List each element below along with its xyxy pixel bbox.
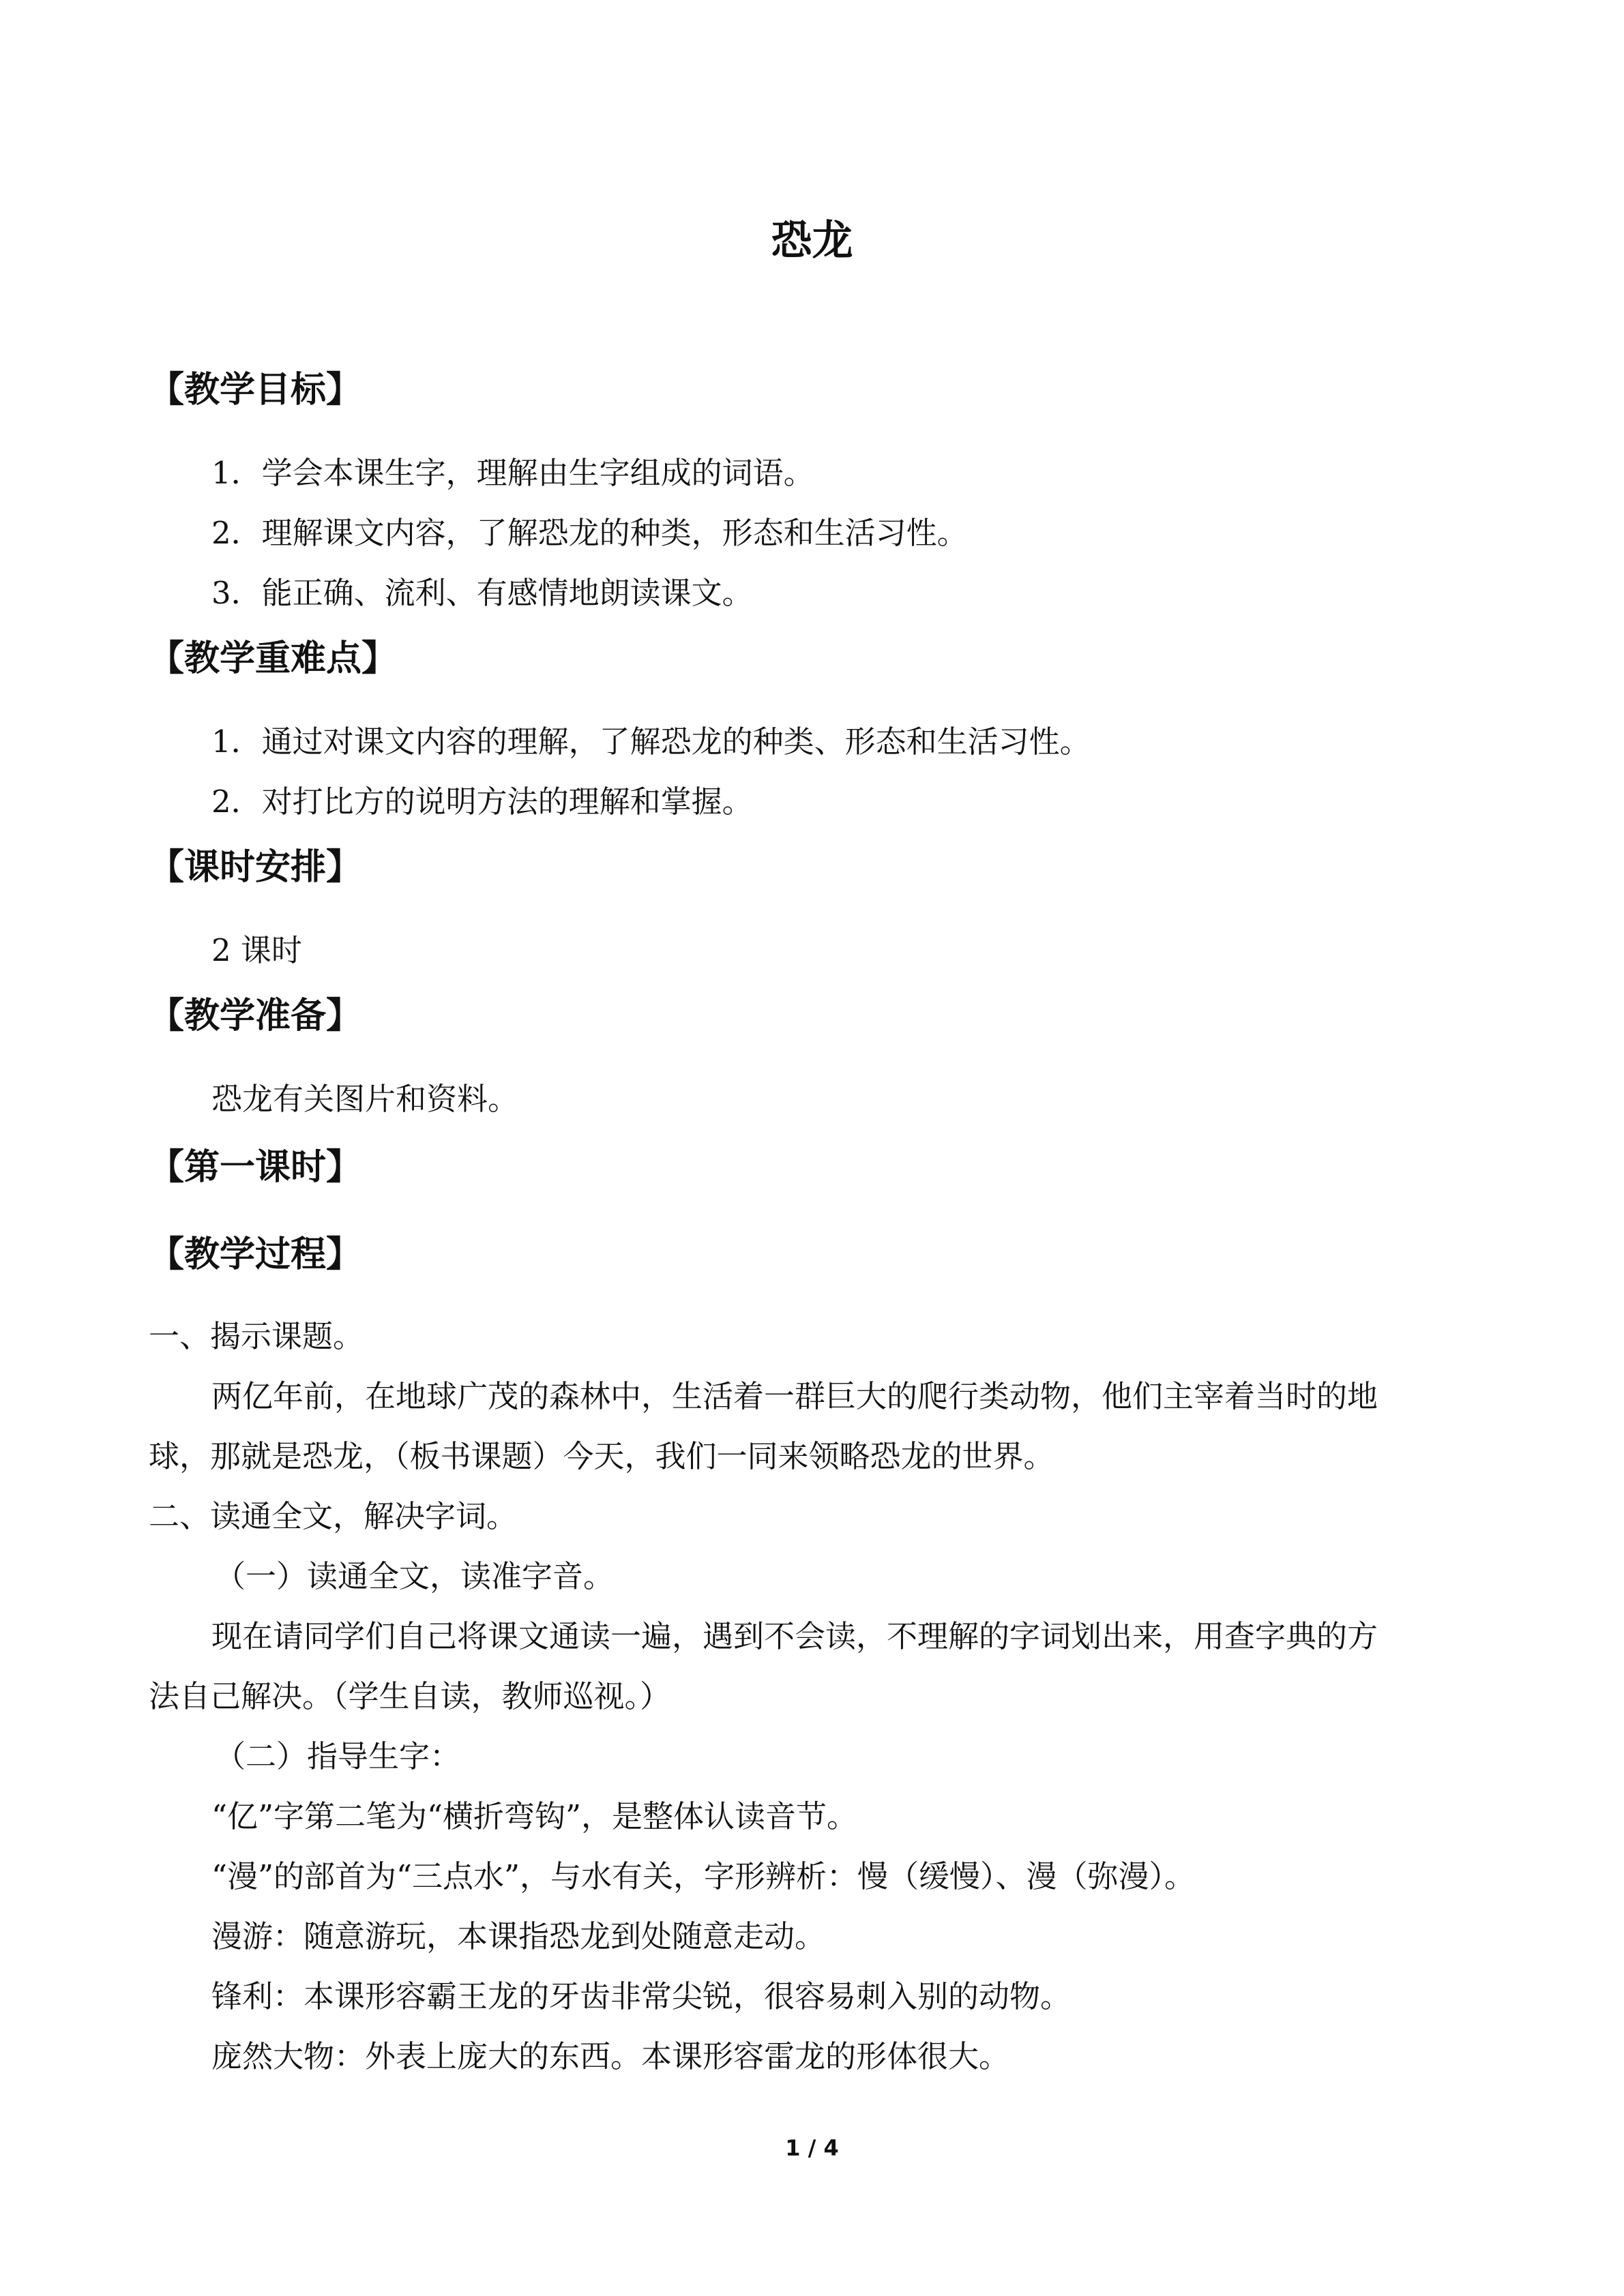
- goal-item-3: 3．能正确、流利、有感情地朗读课文。: [211, 575, 753, 611]
- section-heading-process: 【教学过程】: [149, 1234, 362, 1275]
- section-heading-goals: 【教学目标】: [149, 370, 362, 411]
- process-line: 球，那就是恐龙，（板书课题）今天，我们一同来领略恐龙的世界。: [149, 1438, 1054, 1474]
- page-title: 恐龙: [771, 217, 853, 265]
- process-line: 法自己解决。（学生自读，教师巡视。）: [149, 1678, 671, 1714]
- process-line: 庞然大物：外表上庞大的东西。本课形容雷龙的形体很大。: [211, 2038, 1010, 2074]
- process-line: 两亿年前，在地球广茂的森林中，生活着一群巨大的爬行类动物，他们主宰着当时的地: [211, 1378, 1378, 1414]
- key-point-item-2: 2．对打比方的说明方法的理解和掌握。: [211, 784, 753, 820]
- page-number: 1 / 4: [785, 2135, 839, 2161]
- section-heading-prep: 【教学准备】: [149, 996, 362, 1037]
- process-line: 锋利：本课形容霸王龙的牙齿非常尖锐，很容易刺入别的动物。: [211, 1978, 1072, 2014]
- process-line: 漫游：随意游玩，本课指恐龙到处随意走动。: [211, 1918, 826, 1954]
- process-line: （二）指导生字：: [215, 1738, 461, 1774]
- section-heading-lesson1: 【第一课时】: [149, 1147, 362, 1188]
- goal-item-1: 1．学会本课生字，理解由生字组成的词语。: [211, 455, 814, 491]
- section-heading-key-points: 【教学重难点】: [149, 638, 398, 679]
- process-line: 一、揭示课题。: [149, 1318, 364, 1354]
- process-line: 二、读通全文，解决字词。: [149, 1498, 518, 1534]
- process-line: “漫”的部首为“三点水”，与水有关，字形辨析：慢（缓慢）、漫（弥漫）。: [211, 1858, 1196, 1894]
- prep-text: 恐龙有关图片和资料。: [211, 1081, 519, 1117]
- key-point-item-1: 1．通过对课文内容的理解，了解恐龙的种类、形态和生活习性。: [211, 724, 1091, 760]
- section-heading-schedule: 【课时安排】: [149, 847, 362, 888]
- schedule-text: 2 课时: [211, 932, 302, 968]
- goal-item-2: 2．理解课文内容，了解恐龙的种类，形态和生活习性。: [211, 515, 968, 551]
- process-line: 现在请同学们自己将课文通读一遍，遇到不会读，不理解的字词划出来，用查字典的方: [211, 1618, 1378, 1654]
- process-line: （一）读通全文，读准字音。: [215, 1558, 615, 1594]
- process-line: “亿”字第二笔为“横折弯钩”，是整体认读音节。: [211, 1798, 858, 1834]
